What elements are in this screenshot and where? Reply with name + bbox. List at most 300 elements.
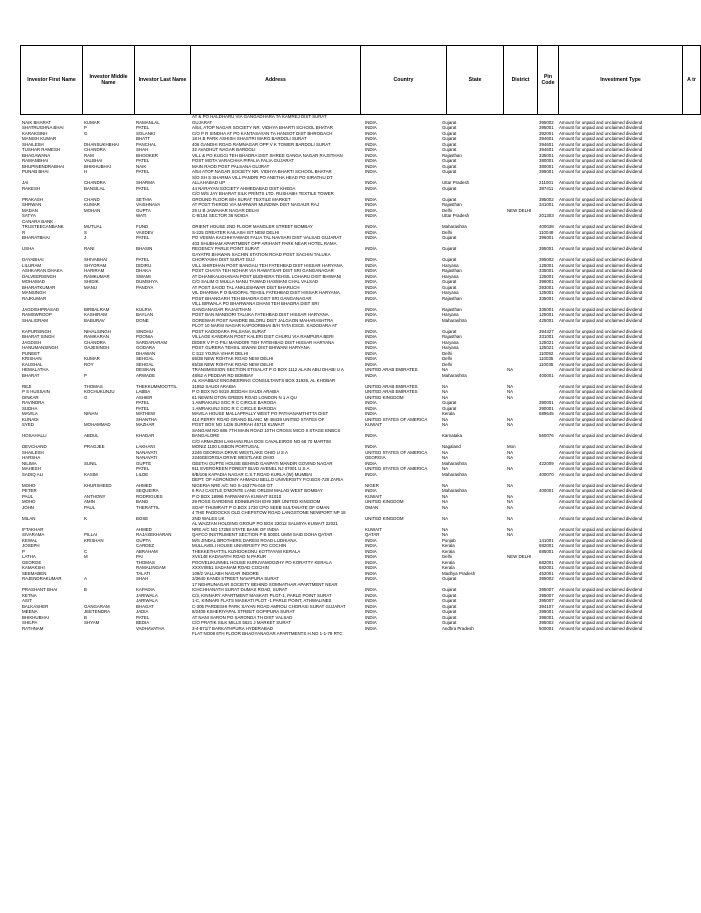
cell-address: C/O M/S JAY BHARAT SILK PRINTS LTD. RUSHABH TEXTILE TOWER (192, 191, 334, 196)
cell-address: 3-4-871/7 BARKATHPURA HYDERABAD (192, 625, 273, 631)
cell-address: C/O P R SINDHA AT PO KANTASAYAN TA HANSOT DIST BHRODACH (192, 130, 333, 136)
cell-state: Gujarat (442, 328, 457, 334)
cell-first-name: LILURAM (22, 262, 42, 268)
cell-investment-type: Amount for unpaid and unclaimed dividend (559, 213, 643, 218)
cell-country: INDIA (365, 185, 377, 191)
cell-address: SOAF THUMRAIT P O BOX 1730 CPO SEEB SULTANATE OF OMAN (192, 504, 330, 510)
cell-state: Gujarat (442, 196, 457, 202)
cell-middle-name: M (84, 554, 88, 559)
cell-investment-type: Amount for unpaid and unclaimed dividend (559, 317, 643, 323)
cell-country: INDIA (365, 312, 377, 317)
cell-address: 406 GANDHI ROAD RAMNAGAR OPP V K TOWER BARDOLI SURAT (192, 141, 331, 147)
cell-address: VILLAGE KANDRAN POST KALERI DIST CHURU VIA RAMPURA BERI (192, 334, 334, 339)
header-row (21, 46, 701, 115)
cell-middle-name: RAMKARAN (84, 334, 109, 339)
cell-country: GEORGIA (365, 455, 386, 460)
cell-middle-name: CHANDRA (84, 147, 106, 152)
cell-pin-code: 211001 (539, 180, 554, 185)
cell-pin-code: 125001 (539, 262, 554, 268)
cell-pin-code: 395002 (539, 119, 554, 125)
cell-country: KUWAIT (365, 493, 382, 499)
cell-investment-type: Amount for unpaid and unclaimed dividend (559, 460, 643, 466)
cell-district: NA (507, 455, 514, 460)
cell-middle-name: G (84, 130, 88, 136)
cell-middle-name: VALBHAI (84, 158, 103, 163)
cell-last-name: PATEL (136, 169, 150, 174)
cell-pin-code: 125001 (539, 273, 554, 279)
cell-investment-type: Amount for unpaid and unclaimed dividend (559, 350, 643, 356)
cell-last-name: DESIKAN (136, 367, 156, 372)
cell-first-name: JAI (22, 180, 29, 185)
cell-pin-code: 394601 (539, 136, 554, 141)
cell-investment-type: Amount for unpaid and unclaimed dividend (559, 444, 643, 449)
cell-state: Gujarat (442, 169, 457, 174)
cell-address: 2246GEORGIA DRIVE WESTLAKE OHIO (192, 455, 275, 460)
cell-investment-type: Amount for unpaid and unclaimed dividend (559, 587, 643, 592)
cell-country: INDIA (365, 334, 377, 339)
cell-last-name: MAZHAR (136, 422, 155, 427)
cell-country: INDIA (365, 603, 377, 609)
cell-first-name: MAVILA (22, 411, 38, 416)
cell-district: NA (507, 389, 514, 394)
cell-state: Gujarat (442, 147, 457, 152)
cell-address: 109/2 VALLABH NAGAR INDORE (192, 570, 259, 576)
cell-investment-type: Amount for unpaid and unclaimed dividend (559, 163, 643, 169)
cell-state: Delhi (442, 229, 453, 235)
cell-pin-code: 201303 (539, 213, 554, 218)
cell-pin-code: 335001 (539, 268, 554, 273)
cell-investment-type: Amount for unpaid and unclaimed dividend (559, 262, 643, 268)
cell-pin-code: 395002 (539, 620, 554, 625)
cell-investment-type: Amount for unpaid and unclaimed dividend (559, 504, 643, 510)
header-state: State (447, 46, 504, 115)
cell-last-name: BHATT (136, 136, 151, 141)
cell-country: INDIA (365, 119, 377, 125)
cell-last-name: SHAH (136, 147, 149, 152)
cell-state: Maharashtra (442, 460, 467, 466)
cell-pin-code: 395001 (539, 169, 554, 174)
cell-state: Maharashtra (442, 372, 467, 378)
cell-first-name: PUNEET (22, 350, 40, 356)
cell-middle-name: THOMAS (84, 383, 103, 389)
cell-district: Mon (507, 444, 516, 449)
cell-middle-name: KUMAR (84, 356, 100, 361)
cell-address: POOVELIKUNNEL HOUSE KURUVAMOOZHY PO KORATTY KERALA (192, 559, 332, 565)
cell-district: NEW DELHI (507, 554, 532, 559)
cell-first-name: ASHKARAN DHAKA (22, 268, 63, 273)
cell-first-name: BHIKHUBHAI (22, 614, 49, 620)
cell-address: S/O SH S SHARMA VILL PANDRI PO ANETHA HEAD PO SIRATHU DT (192, 174, 333, 180)
cell-state: NA (442, 515, 449, 521)
cell-address: M/S JINDAL BROTHERS DARESI ROAD LUDHIANA (192, 537, 297, 543)
cell-pin-code: 335001 (539, 306, 554, 312)
cell-country: INDIA (365, 290, 377, 295)
cell-last-name: PATEL (136, 614, 150, 620)
cell-address: C/3, KINNARY APARTMENT MASKATI PLOT-1, PARLE POINT SURAT (192, 592, 332, 598)
cell-state: Kerala (442, 548, 455, 554)
cell-investment-type: Amount for unpaid and unclaimed dividend (559, 125, 643, 130)
cell-state: NA (442, 532, 449, 537)
cell-middle-name: SUNIL (84, 460, 97, 466)
cell-pin-code: 125021 (539, 339, 554, 345)
cell-last-name: NANAVATI (136, 455, 157, 460)
cell-first-name: RAJKUMAR (22, 295, 47, 301)
cell-first-name: MOHD (22, 499, 36, 504)
cell-pin-code: 390001 (539, 400, 554, 405)
cell-pin-code: 400001 (539, 372, 554, 378)
cell-state: Delhi (442, 361, 453, 367)
cell-state: Gujarat (442, 125, 457, 130)
cell-first-name: SADIQ ALI (22, 471, 44, 477)
cell-last-name: SEHGAL (136, 356, 154, 361)
cell-last-name: KAPADIA (136, 587, 155, 592)
cell-first-name: SHALIGRAM (22, 317, 48, 323)
cell-investment-type: Amount for unpaid and unclaimed dividend (559, 268, 643, 273)
cell-investment-type: Amount for unpaid and unclaimed dividend (559, 554, 643, 559)
cell-first-name: MOHD (22, 482, 36, 488)
cell-state: Gujarat (442, 279, 457, 284)
cell-investment-type: Amount for unpaid and unclaimed dividend (559, 295, 643, 301)
cell-country: INDIA (365, 444, 377, 449)
cell-address: POST KADODARA PALSANA SURAT (192, 328, 267, 334)
cell-country: INDIA (365, 565, 377, 570)
cell-address: 2246 GEORGIA DRIVE WESTLAKE OHIO U S A (192, 449, 288, 455)
cell-address: AT POST THIROD VIA MARWAR MUNDWA DIST NAGAUR RAJ (192, 202, 320, 207)
cell-investment-type: Amount for unpaid and unclaimed dividend (559, 625, 643, 631)
cell-state: Gujarat (442, 598, 457, 603)
cell-middle-name: C (84, 548, 88, 554)
cell-last-name: THEKKUMMOOTTIL (136, 383, 177, 389)
cell-country: INDIA (365, 609, 377, 614)
cell-last-name: BHAGAT (136, 603, 154, 609)
cell-investment-type: Amount for unpaid and unclaimed dividend (559, 598, 643, 603)
cell-country: UNITED KINGDOM (365, 499, 404, 504)
cell-middle-name: BHIKHUBHAI (84, 163, 111, 169)
cell-investment-type: Amount for unpaid and unclaimed dividend (559, 422, 643, 427)
cell-address: GANGANAGAR RAJASTHAN (192, 306, 251, 312)
cell-last-name: ASHIER (136, 394, 153, 400)
cell-state: NA (442, 499, 449, 504)
cell-last-name: BAYLAN (136, 312, 154, 317)
cell-state: Gujarat (442, 284, 457, 290)
cell-address: XVI/148 KADAVATH ROAD N PARUR (192, 554, 267, 559)
cell-first-name: BHARAT (22, 372, 40, 378)
cell-district: NEW DELHI (507, 207, 532, 213)
cell-pin-code: 394601 (539, 141, 554, 147)
cell-last-name: MATHEW (136, 411, 156, 416)
cell-middle-name: H (84, 169, 88, 174)
cell-address: C/O PRATIK SILK MILLS 5621 J MARKET SURAT (192, 620, 291, 625)
cell-last-name: SEQUEIRA (136, 488, 159, 493)
cell-address: REGENCY PARLE POINT SURAT (192, 246, 260, 251)
cell-state: Gujarat (442, 614, 457, 620)
cell-pin-code: 395001 (539, 246, 554, 251)
header-middle-name: Investor Middle Name (83, 46, 135, 115)
cell-first-name: HEMALATHA (22, 367, 49, 372)
cell-investment-type: Amount for unpaid and unclaimed dividend (559, 570, 643, 576)
cell-address: S-225 GREATER KAILASH IST NEW DELHI (192, 229, 280, 235)
cell-state: Karnataka (442, 433, 463, 438)
cell-state: Delhi (442, 207, 453, 213)
cell-address: MONIZ 1100 LISBON PORTUGAL (192, 444, 260, 449)
cell-pin-code: 682001 (539, 559, 554, 565)
cell-pin-code: 560076 (539, 433, 554, 438)
cell-first-name: GEORGE (22, 559, 42, 565)
cell-last-name: TALATI (136, 570, 151, 576)
data-rows (20, 114, 690, 637)
cell-pin-code: 394601 (539, 147, 554, 152)
cell-last-name: LILDE (136, 471, 149, 477)
cell-state: Delhi (442, 350, 453, 356)
cell-state: NA (442, 416, 449, 422)
cell-state: Haryana (442, 339, 459, 345)
cell-first-name: MILAN (22, 515, 36, 521)
cell-last-name: GUPTE (136, 460, 152, 466)
column-header-table (20, 45, 701, 115)
cell-middle-name: B (84, 587, 87, 592)
cell-investment-type: Amount for unpaid and unclaimed dividend (559, 466, 643, 471)
cell-country: INDIA (365, 433, 377, 438)
cell-state: Delhi (442, 554, 453, 559)
cell-country: QATAR (365, 532, 380, 537)
cell-first-name: PRAKASH (22, 196, 43, 202)
cell-address: 31952 SAUDI ARABIA (192, 383, 236, 389)
cell-state: Gujarat (442, 163, 457, 169)
cell-address: GOREWAR POST NANDRE BILORU DIST JALGAON MAHARASHTRA (192, 317, 334, 323)
cell-state: NA (442, 449, 449, 455)
cell-country: INDIA (365, 224, 377, 229)
cell-country: INDIA (365, 570, 377, 576)
cell-last-name: PATEL (136, 400, 150, 405)
cell-last-name: PAI (136, 554, 143, 559)
cell-middle-name: ABDUL (84, 433, 99, 438)
cell-first-name: RAJENDRAKUMAR (22, 576, 62, 581)
cell-last-name: GUPTA (136, 207, 151, 213)
cell-last-name: JARIWALA (136, 592, 158, 598)
cell-last-name: WATI (136, 213, 147, 218)
cell-country: INDIA (365, 598, 377, 603)
cell-address: TRANSMISSION SECTION ETISALAT P O BOX 1112 ALAIN ABU DHABI U A (192, 367, 344, 372)
cell-investment-type: Amount for unpaid and unclaimed dividend (559, 367, 643, 372)
cell-country: INDIA (365, 620, 377, 625)
cell-investment-type: Amount for unpaid and unclaimed dividend (559, 493, 643, 499)
cell-state: Haryana (442, 290, 459, 295)
cell-country: UNITED STATES OF AMERICA (365, 416, 428, 422)
cell-pin-code: 396001 (539, 235, 554, 240)
cell-last-name: RODRIGUES (136, 493, 163, 499)
cell-last-name: AHMED (136, 526, 152, 532)
cell-country: INDIA (365, 202, 377, 207)
cell-state: Gujarat (442, 158, 457, 163)
cell-investment-type: Amount for unpaid and unclaimed dividend (559, 334, 643, 339)
cell-address: 3/3640 KANDI STREET NAVAPURA SURAT (192, 576, 279, 581)
cell-last-name: THERATTIL (136, 504, 160, 510)
cell-country: INDIA (365, 147, 377, 152)
header-district: District (504, 46, 538, 115)
cell-investment-type: Amount for unpaid and unclaimed dividend (559, 592, 643, 598)
cell-state: Kerala (442, 565, 455, 570)
cell-state: Rajasthan (442, 306, 462, 312)
cell-first-name: HOSAHALLI (22, 433, 47, 438)
cell-state: NA (442, 493, 449, 499)
cell-first-name: P S HUSSAIN (22, 389, 50, 394)
cell-state: Kerala (442, 559, 455, 565)
cell-address: DEPT. OF AGRONOMY AHMADU BELLO UNIVERSITY P.O.BOX-728 ZARIA (192, 477, 344, 482)
cell-country: INDIA (365, 548, 377, 554)
cell-country: INDIA (365, 246, 377, 251)
cell-address: 1 AMRAKUNJ SOC R C CIRCLE BARODA (192, 400, 277, 405)
cell-address: ICHCHHANATH SURAT DUMAS ROAD, SURAT (192, 587, 288, 592)
cell-state: NA (442, 482, 449, 488)
cell-state: NA (442, 389, 449, 394)
cell-middle-name: CHAND (84, 196, 100, 202)
cell-address: 17 NEHRUNAGAR SOCIETY BEHIND SOMNATHAR APARTMENT NEAR (192, 581, 338, 587)
cell-address: 1 AMRAKUNJ SOC R C CIRCLE BARODA (192, 405, 277, 411)
cell-middle-name: RANI (84, 246, 95, 251)
cell-first-name: JOHN (22, 504, 34, 510)
cell-country: INDIA (365, 196, 377, 202)
cell-last-name: CARDEZ (136, 543, 155, 548)
header-last-name: Investor Last Name (135, 46, 191, 115)
cell-pin-code: 387411 (539, 185, 554, 191)
header-pin-code: Pin Code (538, 46, 559, 115)
cell-state: Gujarat (442, 119, 457, 125)
cell-last-name: RAJASEKHARAN (136, 532, 172, 537)
cell-pin-code: 395007 (539, 592, 554, 598)
cell-country: INDIA (365, 279, 377, 284)
cell-middle-name: KASIM (84, 471, 98, 477)
cell-country: INDIA (365, 180, 377, 185)
cell-middle-name: ANTHONY (84, 493, 106, 499)
cell-pin-code: 390001 (539, 405, 554, 411)
cell-pin-code: 400001 (539, 488, 554, 493)
cell-last-name: PATEL (136, 185, 150, 191)
cell-country: INDIA (365, 356, 377, 361)
cell-address: QAFCO INSTRUMENT SECTION P B 50001 UMM SAID DOHA QATAR (192, 532, 333, 537)
cell-state: Rajasthan (442, 268, 462, 273)
cell-district: NA (507, 367, 514, 372)
cell-middle-name: MOHAN (84, 207, 101, 213)
cell-first-name: SATYA (22, 213, 36, 218)
cell-investment-type: Amount for unpaid and unclaimed dividend (559, 328, 643, 334)
cell-address: 2ND WALES UK (192, 515, 225, 521)
cell-first-name: NILIMA (22, 460, 37, 466)
cell-first-name: KAMAKSHI (22, 565, 45, 570)
cell-last-name: RAMANLAL (136, 119, 160, 125)
cell-investment-type: Amount for unpaid and unclaimed dividend (559, 339, 643, 345)
cell-last-name: POONIA (136, 334, 154, 339)
cell-pin-code: 380001 (539, 163, 554, 169)
cell-investment-type: Amount for unpaid and unclaimed dividend (559, 290, 643, 295)
cell-middle-name: DHANSUKHBHAI (84, 141, 119, 147)
cell-district: NA (507, 422, 514, 427)
cell-country: INDIA (365, 405, 377, 411)
cell-last-name: PATEL (136, 125, 150, 130)
cell-address: VILL SHIRDHAN POST BANGAU TEH FATEHBAD DIST HISSAR HARYANA (192, 262, 343, 268)
cell-country: INDIA (365, 235, 377, 240)
cell-pin-code: 395002 (539, 576, 554, 581)
cell-address: POST BAN MANDORI TALUKA FATEHBAD DIST HISSAR HARYANA (192, 312, 329, 317)
cell-investment-type: Amount for unpaid and unclaimed dividend (559, 576, 643, 581)
cell-pin-code: 500001 (539, 625, 554, 631)
cell-address: 403 SHUBHAM APARTMENT OPP ARIHANT PARK NEAR HOTEL RAMA (192, 240, 337, 246)
cell-last-name: DHAWAN (136, 350, 156, 356)
cell-pin-code: 393001 (539, 284, 554, 290)
cell-state: Maharashtra (442, 471, 467, 477)
cell-investment-type: Amount for unpaid and unclaimed dividend (559, 202, 643, 207)
cell-first-name: MANSINGH (22, 290, 46, 295)
cell-address: 65/38 NEW ROHTAK ROAD NEW DELHI (192, 356, 274, 361)
cell-pin-code: 395002 (539, 257, 554, 262)
cell-last-name: SOLANKI (136, 130, 156, 136)
cell-last-name: GUPTA (136, 537, 151, 543)
cell-country: INDIA (365, 361, 377, 367)
cell-address: VIL DHARMA P O BADOPAL TEHSIL FATEHBAD DIST HISSAR HARYANA (192, 290, 340, 295)
cell-investment-type: Amount for unpaid and unclaimed dividend (559, 400, 643, 405)
cell-first-name: SUDHA (22, 405, 38, 411)
cell-state: NA (442, 455, 449, 460)
cell-state: Haryana (442, 273, 459, 279)
cell-district: NA (507, 532, 514, 537)
cell-first-name: SHILPA (22, 620, 38, 625)
cell-first-name: IFTAKHAR (22, 526, 44, 532)
cell-last-name: JARIWALA (136, 598, 158, 603)
cell-address: C/O ARMAZEM LAKHANI RUA DOS CAVALEIROS NO 68 70 MARTIM (192, 438, 331, 444)
cell-first-name: JAGDISH (22, 339, 42, 345)
cell-last-name: KULRIA (136, 306, 152, 312)
cell-country: INDIA (365, 471, 377, 477)
cell-address: C/O SALIM G MULLA NANU TAIWAD HASMANI CHAL VALSAD (192, 279, 319, 284)
cell-pin-code: 341001 (539, 202, 554, 207)
cell-address: POST BHANGARH TEH BHADRA DIST SRI GANGANAGAR (192, 295, 312, 301)
cell-pin-code: 395002 (539, 196, 554, 202)
cell-state: Madhya Pradesh (442, 570, 476, 576)
cell-investment-type: Amount for unpaid and unclaimed dividend (559, 246, 643, 251)
cell-middle-name: MANU (84, 284, 97, 290)
cell-last-name: LABBA (136, 389, 151, 394)
cell-middle-name: P (84, 372, 87, 378)
cell-middle-name: HARIRAM (84, 268, 105, 273)
cell-pin-code: 395007 (539, 587, 554, 592)
cell-middle-name: BANSILAL (84, 185, 105, 191)
cell-pin-code: 452001 (539, 570, 554, 576)
cell-country: KUWAIT (365, 526, 382, 532)
cell-address: 29 ROSS GARDENS EDINBURGH EH9 3BR UNITED KINGDOM (192, 499, 321, 504)
cell-address: GROUND FLOOR B/H SURAT TEXTILE MARKET (192, 196, 291, 202)
cell-middle-name: RAM (84, 152, 94, 158)
cell-country: INDIA (365, 152, 377, 158)
cell-country: INDIA (365, 587, 377, 592)
cell-investment-type: Amount for unpaid and unclaimed dividend (559, 543, 643, 548)
cell-middle-name: KHURSHEED (84, 482, 112, 488)
cell-middle-name: RAMKUMAR (84, 273, 110, 279)
cell-address: 911 EVERGREEN FOREST BLVD AVENEL NJ 07001 U S A (192, 466, 310, 471)
cell-country: INDIA (365, 136, 377, 141)
cell-first-name: KAPURSINGH (22, 328, 52, 334)
cell-first-name: TRUSTEECANBANK (22, 224, 64, 229)
cell-state: NA (442, 504, 449, 510)
cell-address: ORIENT HOUSE 2ND FLOOR MANGLER STREET BOMBAY (192, 224, 313, 229)
cell-address: 4 THE PADDOCKS OLD CHEPSTOW ROAD LANGSTONE NEWPORT NP 18 (192, 510, 346, 515)
cell-country: INDIA (365, 141, 377, 147)
cell-country: UNITED KINGDOM (365, 515, 404, 521)
cell-first-name: SEEMABEN (22, 570, 47, 576)
cell-address: NRE A/C NO 17258 STATE BANK OF INDIA (192, 526, 279, 532)
cell-investment-type: Amount for unpaid and unclaimed dividend (559, 559, 643, 565)
cell-state: Rajasthan (442, 295, 462, 301)
cell-pin-code: 689645 (539, 411, 554, 416)
cell-investment-type: Amount for unpaid and unclaimed dividend (559, 603, 643, 609)
